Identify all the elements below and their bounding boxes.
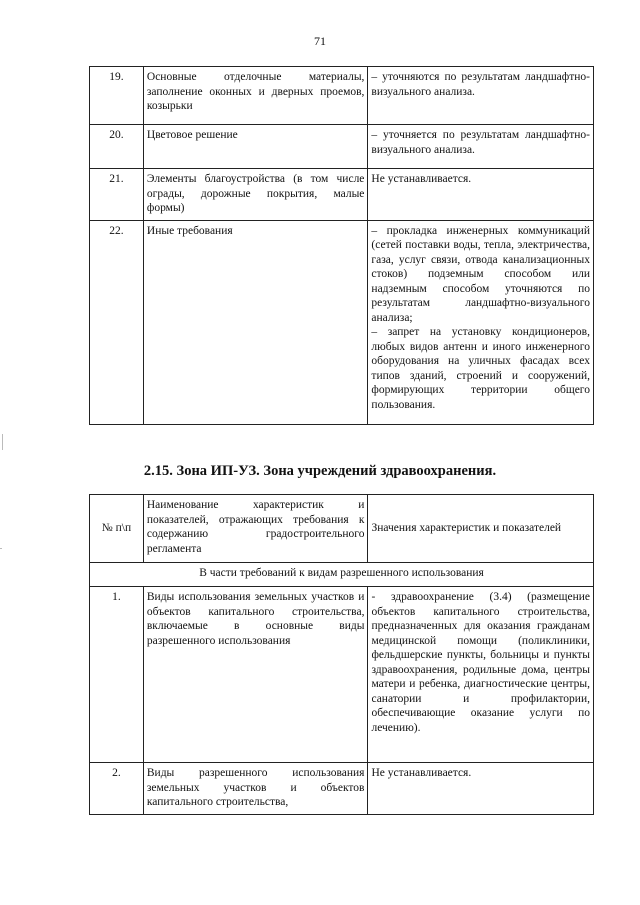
value-paragraph: – запрет на установку кондиционеров, любых видов антенн и иного инженерного оборудования на уличных фасадах всех типов зданий, строений и сооружений, формирующих территории общего пользования. — [371, 326, 590, 411]
row-number: 20. — [90, 125, 144, 169]
table-row — [90, 67, 594, 125]
zone-requirements-table — [89, 494, 594, 815]
value-paragraph: – прокладка инженерных коммуникаций (сетей поставки воды, тепла, электричества, газа, услуг связи, отвода канализационных стоков) подземным способом или надземным способом уточняются по результатам ландшафтно-визуального анализа; — [371, 224, 590, 324]
span-row-label: В части требований к видам разрешенного использования — [90, 563, 594, 587]
row-number: 1. — [90, 587, 144, 763]
table-row — [90, 587, 594, 763]
characteristic-name: Элементы благоустройства (в том числе ограды, дорожные покрытия, малые формы) — [143, 169, 368, 221]
table-row — [90, 220, 594, 424]
characteristic-name: Цветовое решение — [143, 125, 368, 169]
characteristic-value: Не устанавливается. — [368, 763, 594, 815]
page-number: 71 — [314, 34, 326, 48]
characteristic-name: Основные отделочные материалы, заполнение оконных и дверных проемов, козырьки — [143, 67, 368, 125]
scan-edge-mark — [0, 548, 2, 549]
scan-edge-mark — [2, 434, 3, 450]
table-header-row — [90, 495, 594, 563]
table-row — [90, 169, 594, 221]
header-name: Наименование характеристик и показателей, отражающих требования к содержанию градостроительного регламента — [143, 495, 368, 563]
row-number: 19. — [90, 67, 144, 125]
characteristic-name: Виды использования земельных участков и объектов капитального строительства, включаемые в основные виды разрешенного использования — [143, 587, 368, 763]
characteristic-name: Иные требования — [143, 220, 368, 424]
table-row — [90, 125, 594, 169]
characteristic-value: – уточняется по результатам ландшафтно-визуального анализа. — [368, 125, 594, 169]
characteristic-value: Не устанавливается. — [368, 169, 594, 221]
section-heading: 2.15. Зона ИП-УЗ. Зона учреждений здравоохранения. — [143, 463, 497, 479]
characteristic-value: – уточняются по результатам ландшафтно-визуального анализа. — [368, 67, 594, 125]
characteristic-value — [368, 220, 594, 424]
header-value: Значения характеристик и показателей — [368, 495, 594, 563]
row-number: 22. — [90, 220, 144, 424]
row-number: 21. — [90, 169, 144, 221]
requirements-table-continued — [89, 66, 594, 425]
characteristic-value: - здравоохранение (3.4) (размещение объектов капитального строительства, предназначенных для оказания гражданам медицинской помощи (поликлиники, фельдшерские пункты, больницы и пункты здравоохранения, родильные дома, центры матери и ребенка, диагностические центры, санатории и профилактории, обеспечивающие оказание услуги по лечению). — [368, 587, 594, 763]
header-num: № п\п — [90, 495, 144, 563]
characteristic-name: Виды разрешенного использования земельных участков и объектов капитального строительства, — [143, 763, 368, 815]
row-number: 2. — [90, 763, 144, 815]
table-span-row — [90, 563, 594, 587]
table-row — [90, 763, 594, 815]
